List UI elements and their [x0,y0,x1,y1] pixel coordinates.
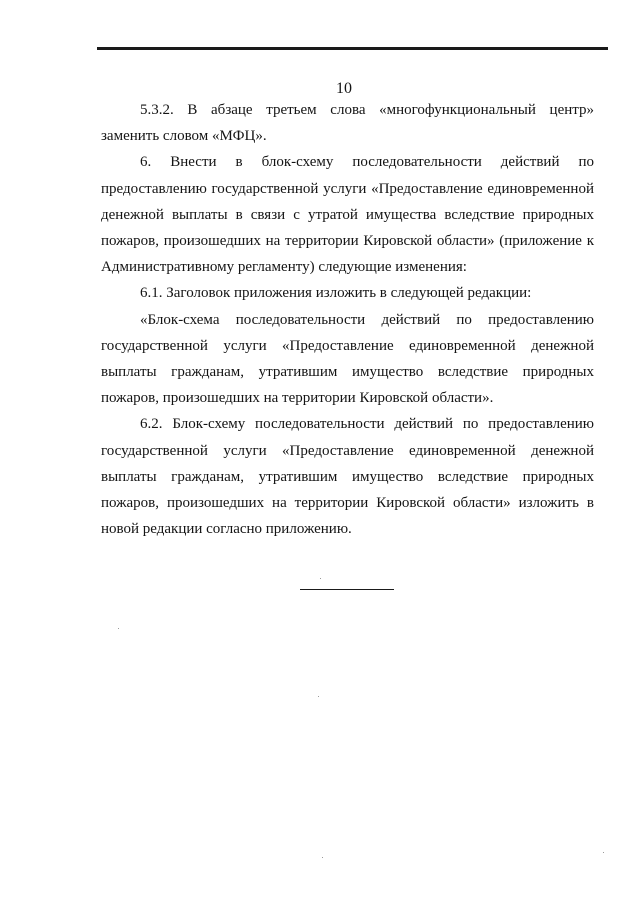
document-body [101,97,594,542]
scan-speck [322,857,323,858]
paragraph-5-3-2: 5.3.2. В абзаце третьем слова «многофункциональный центр» заменить словом «МФЦ». [101,102,594,145]
paragraph-6-2: 6.2. Блок-схему последовательности действий по предоставлению государственной услуги «Предоставление единовременной денежной выплаты гражданам, утратившим имущество вследствие природных пожаров, произошедших на территории Кировской области» изложить в новой редакции согласно приложению. [101,416,594,538]
page-number: 10 [336,80,352,97]
paragraph-6-1: 6.1. Заголовок приложения изложить в следующей редакции: [140,285,532,302]
paragraph-new-title: «Блок-схема последовательности действий по предоставлению государственной услуги «Предоставление единовременной денежной выплаты гражданам, утратившим имущество вследствие природных пожаров, произошедших на территории Кировской области». [101,311,594,407]
paragraph-6: 6. Внести в блок-схему последовательности действий по предоставлению государственной услуги «Предоставление единовременной денежной выплаты в связи с утратой имущества вследствие природных пожаров, произошедших на территории Кировской области» (приложение к Административному регламенту) следующие изменения: [101,154,594,276]
closing-rule [300,589,394,590]
scan-speck [320,578,321,579]
scan-speck [603,852,604,853]
header-rule [97,47,608,50]
scan-speck [318,696,319,697]
scan-speck [118,628,119,629]
